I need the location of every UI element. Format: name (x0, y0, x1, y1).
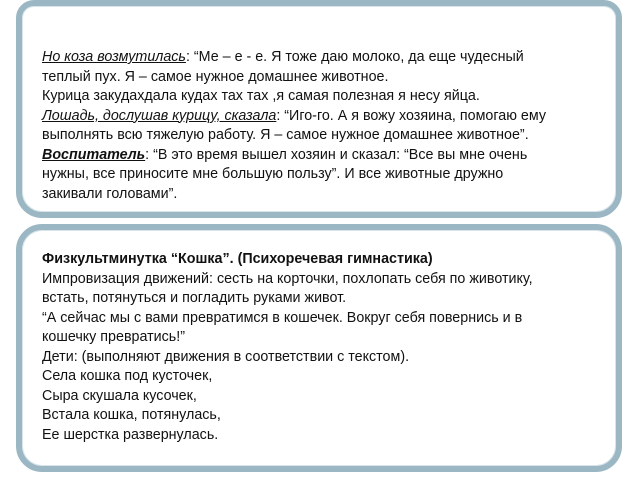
exercise-text (42, 250, 596, 445)
exercise-line: кошечку превратись!” (42, 329, 185, 345)
story-line: закивали головами”. (42, 185, 178, 202)
goat-speech: : “Ме – е - е. Я тоже даю молоко, да еще чудесный (185, 49, 524, 65)
story-line: нужны, все приносите мне большую пользу”. И все животные дружно (42, 166, 504, 182)
exercise-line: Импровизация движений: сесть на корточки, похлопать себя по животику, (42, 270, 533, 287)
story-line (42, 48, 596, 68)
goat-speaker: Но коза возмутилась (42, 49, 186, 65)
story-line (42, 146, 596, 166)
story-line (42, 107, 596, 127)
exercise-line: Встала кошка, потянулась, (42, 407, 221, 423)
exercise-line: “А сейчас мы с вами превратимся в кошечек. Вокруг себя повернись и в (42, 309, 523, 326)
story-line: выполнять всю тяжелую работу. Я – самое нужное домашнее животное”. (42, 127, 529, 143)
story-text (42, 48, 596, 204)
exercise-title: Физкультминутка “Кошка”. (Психоречевая гимнастика) (42, 251, 433, 267)
exercise-line: Села кошка под кусточек, (42, 368, 213, 384)
story-text-box (16, 0, 622, 218)
teacher-speech: : “В это время вышел хозяин и сказал: “Все вы мне очень (145, 146, 528, 163)
teacher-speaker: Воспитатель (42, 146, 146, 163)
exercise-line: Дети: (выполняют движения в соответствии с текстом). (42, 348, 410, 365)
exercise-text-box (16, 224, 622, 472)
exercise-line: Ее шерстка развернулась. (42, 426, 219, 443)
story-line: теплый пух. Я – самое нужное домашнее животное. (42, 68, 389, 85)
horse-speaker: Лошадь, дослушав курицу, сказала (42, 107, 277, 124)
horse-speech: : “Иго-го. А я вожу хозяина, помогаю ему (276, 107, 546, 124)
exercise-line: Сыра скушала кусочек, (42, 387, 197, 404)
story-line: Курица закудахдала кудах тах тах ,я самая полезная я несу яйца. (42, 88, 480, 104)
exercise-line: встать, потянуться и погладить руками живот. (42, 290, 347, 306)
